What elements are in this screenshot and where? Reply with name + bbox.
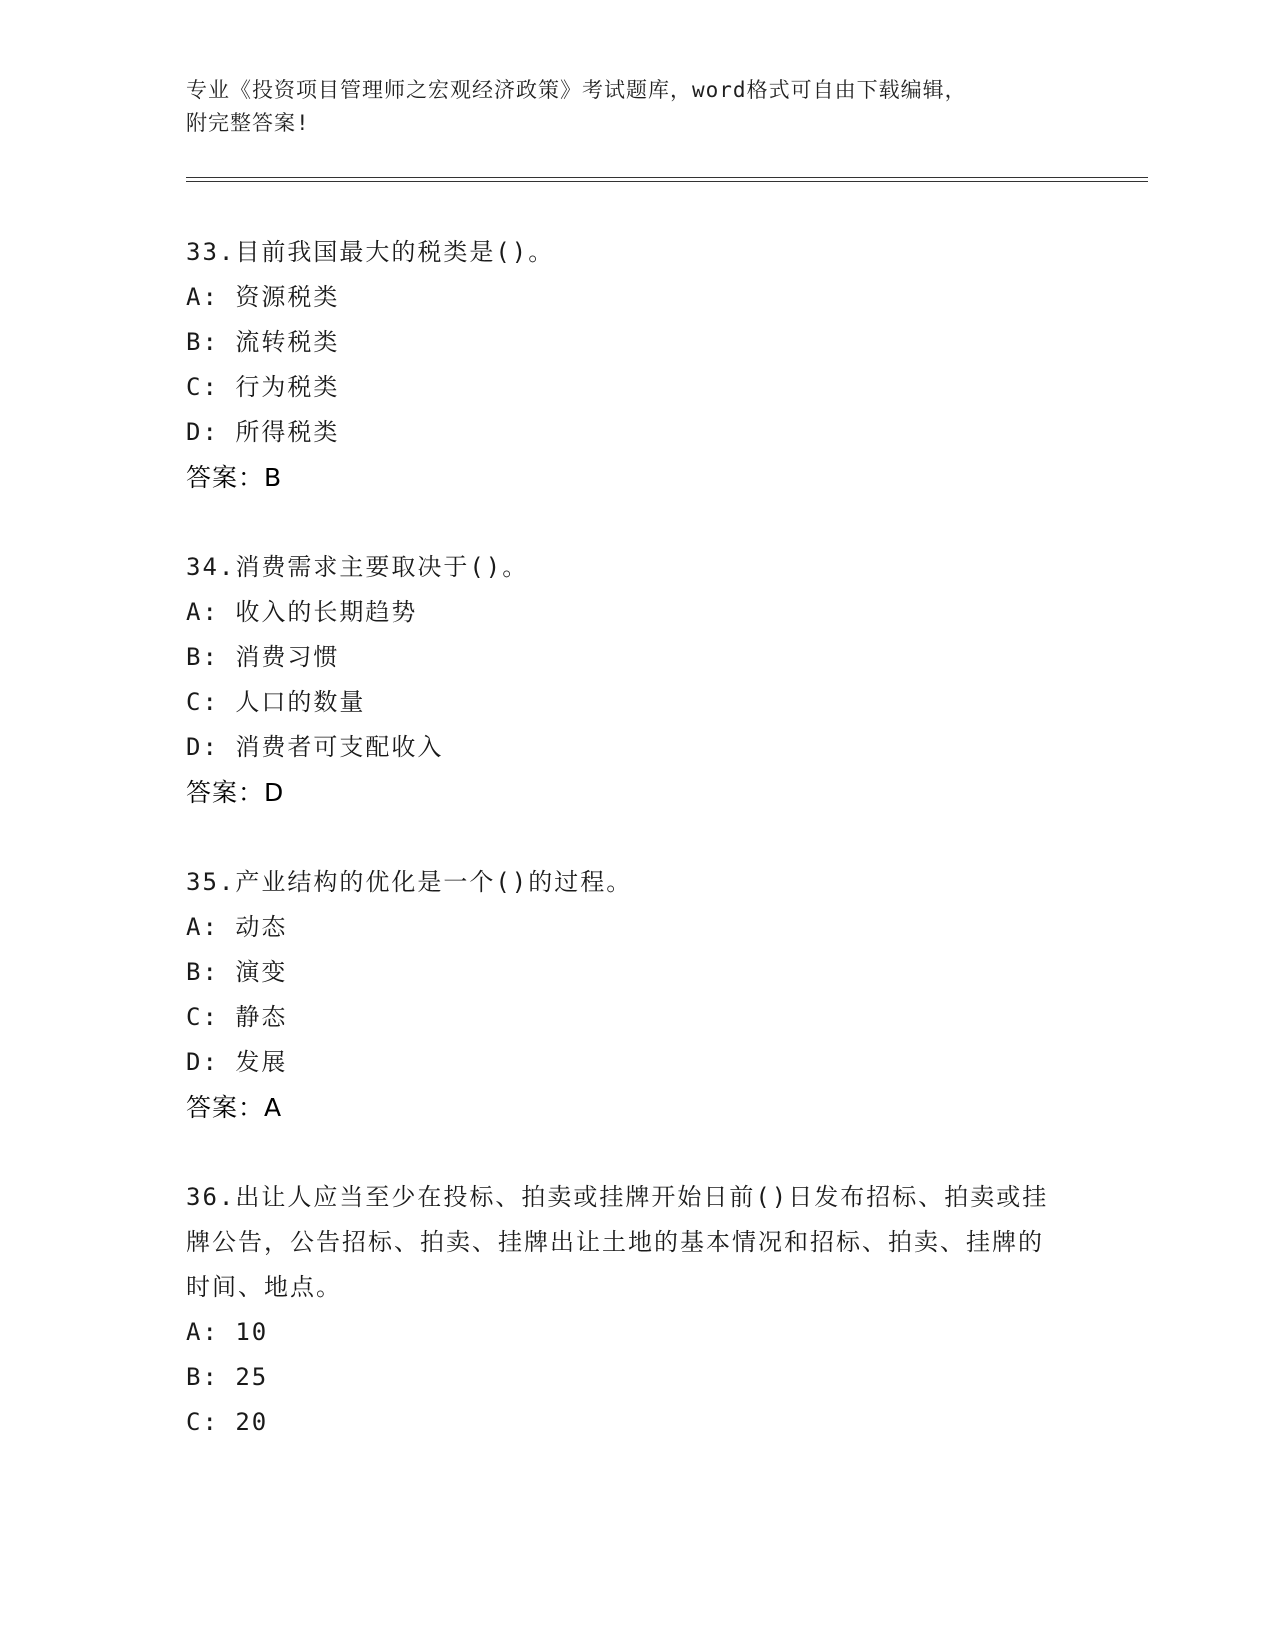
answer-text: 答案：D <box>186 778 285 807</box>
option-a: A: 动态 <box>186 913 288 941</box>
document-header <box>186 74 1066 140</box>
option-a: A: 资源税类 <box>186 283 340 311</box>
option-c: C: 行为税类 <box>186 373 340 401</box>
option-b: B: 流转税类 <box>186 328 340 356</box>
option-c: C: 静态 <box>186 1003 288 1031</box>
option-c: C: 20 <box>186 1408 269 1436</box>
question-stem: 34.消费需求主要取决于()。 <box>186 553 529 581</box>
question-stem: 35.产业结构的优化是一个()的过程。 <box>186 868 633 896</box>
option-d: D: 所得税类 <box>186 418 340 446</box>
option-b: B: 消费习惯 <box>186 643 340 671</box>
option-b: B: 25 <box>186 1363 269 1391</box>
option-a: A: 收入的长期趋势 <box>186 598 418 626</box>
option-a: A: 10 <box>186 1318 269 1346</box>
option-c: C: 人口的数量 <box>186 688 366 716</box>
header-line-2: 附完整答案! <box>186 111 310 135</box>
question-36 <box>186 1175 1066 1445</box>
question-stem: 33.目前我国最大的税类是()。 <box>186 238 555 266</box>
answer-text: 答案：A <box>186 1093 283 1122</box>
question-33 <box>186 230 1086 500</box>
question-stem: 36.出让人应当至少在投标、拍卖或挂牌开始日前()日发布招标、拍卖或挂牌公告，公告招标、拍卖、挂牌出让土地的基本情况和招标、拍卖、挂牌的时间、地点。 <box>186 1183 1049 1301</box>
header-line-1: 专业《投资项目管理师之宏观经济政策》考试题库，word格式可自由下载编辑， <box>186 78 967 102</box>
question-35 <box>186 860 1086 1130</box>
answer-text: 答案：B <box>186 463 283 492</box>
header-divider <box>186 177 1148 182</box>
option-d: D: 发展 <box>186 1048 288 1076</box>
option-b: B: 演变 <box>186 958 288 986</box>
question-34 <box>186 545 1086 815</box>
option-d: D: 消费者可支配收入 <box>186 733 444 761</box>
